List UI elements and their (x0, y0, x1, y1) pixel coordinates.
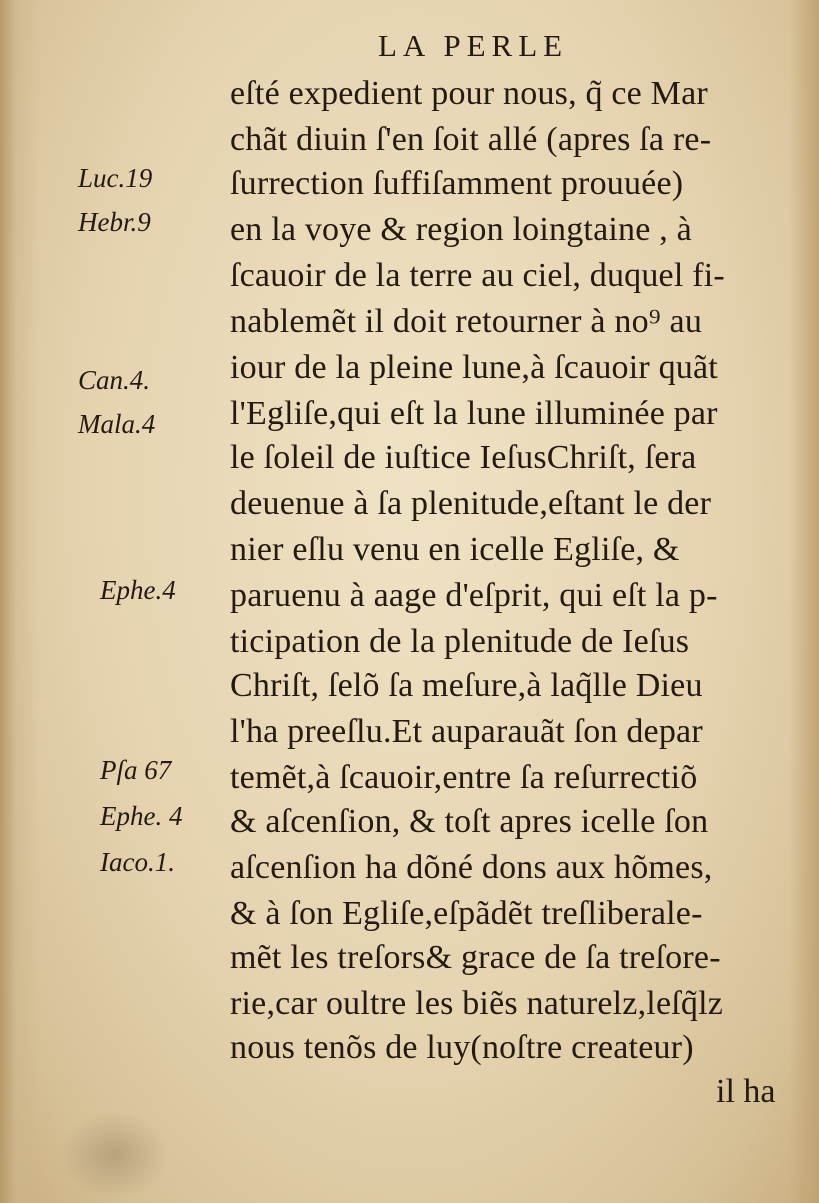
text-line: nablemẽt il doit retourner à no⁹ au (230, 303, 703, 340)
text-line: ſcauoir de la terre au ciel, duquel fi- (230, 257, 725, 294)
text-line: nier eſlu venu en icelle Egliſe, & (230, 531, 680, 568)
margin-note: Mala.4 (78, 409, 156, 439)
text-line: paruenu à aage d'eſprit, qui eſt la p- (230, 577, 718, 614)
text-line: mẽt les treſors& grace de ſa treſore- (230, 939, 721, 976)
margin-note: Ephe. 4 (100, 801, 183, 831)
text-line: temẽt,à ſcauoir,entre ſa reſurrectiõ (230, 759, 698, 796)
text-line: eſté expedient pour nous, q̃ ce Mar (230, 75, 708, 112)
paper-stain (60, 1110, 170, 1200)
margin-note: Can.4. (78, 365, 151, 395)
text-line: iour de la pleine lune,à ſcauoir quãt (230, 349, 718, 386)
text-line: nous tenõs de luy(noſtre createur) (230, 1029, 694, 1066)
catchword: il ha (716, 1073, 776, 1110)
text-line: deuenue à ſa plenitude,eſtant le der (230, 485, 712, 522)
text-line: ſurrection ſuffiſamment prouuée) (230, 165, 684, 202)
text-line: aſcenſion ha dõné dons aux hõmes, (230, 849, 713, 886)
margin-note: Luc.19 (78, 163, 153, 193)
text-line: rie,car oultre les biẽs naturelz,leſq̃lz (230, 985, 724, 1022)
text-line: chãt diuin ſ'en ſoit allé (apres ſa re- (230, 121, 712, 158)
page-shadow-right (789, 0, 819, 1203)
margin-note: Ephe.4 (100, 575, 176, 605)
margin-note: Pſa 67 (100, 755, 172, 785)
running-head: LA PERLE (378, 28, 569, 63)
text-line: en la voye & region loingtaine , à (230, 211, 692, 248)
text-line: & à ſon Egliſe,eſpãdẽt treſliberale- (230, 895, 703, 932)
text-line: l'Egliſe,qui eſt la lune illuminée par (230, 395, 718, 432)
margin-note: Hebr.9 (78, 207, 151, 237)
margin-note: Iaco.1. (100, 847, 175, 877)
text-line: & aſcenſion, & toſt apres icelle ſon (230, 803, 709, 840)
text-line: l'ha preeſlu.Et auparauãt ſon depar (230, 713, 703, 750)
page-shadow-left (0, 0, 40, 1203)
text-line: Chriſt, ſelõ ſa meſure,à laq̃lle Dieu (230, 667, 703, 704)
text-line: ticipation de la plenitude de Ieſus (230, 623, 690, 660)
text-line: le ſoleil de iuſtice IeſusChriſt, ſera (230, 439, 697, 476)
